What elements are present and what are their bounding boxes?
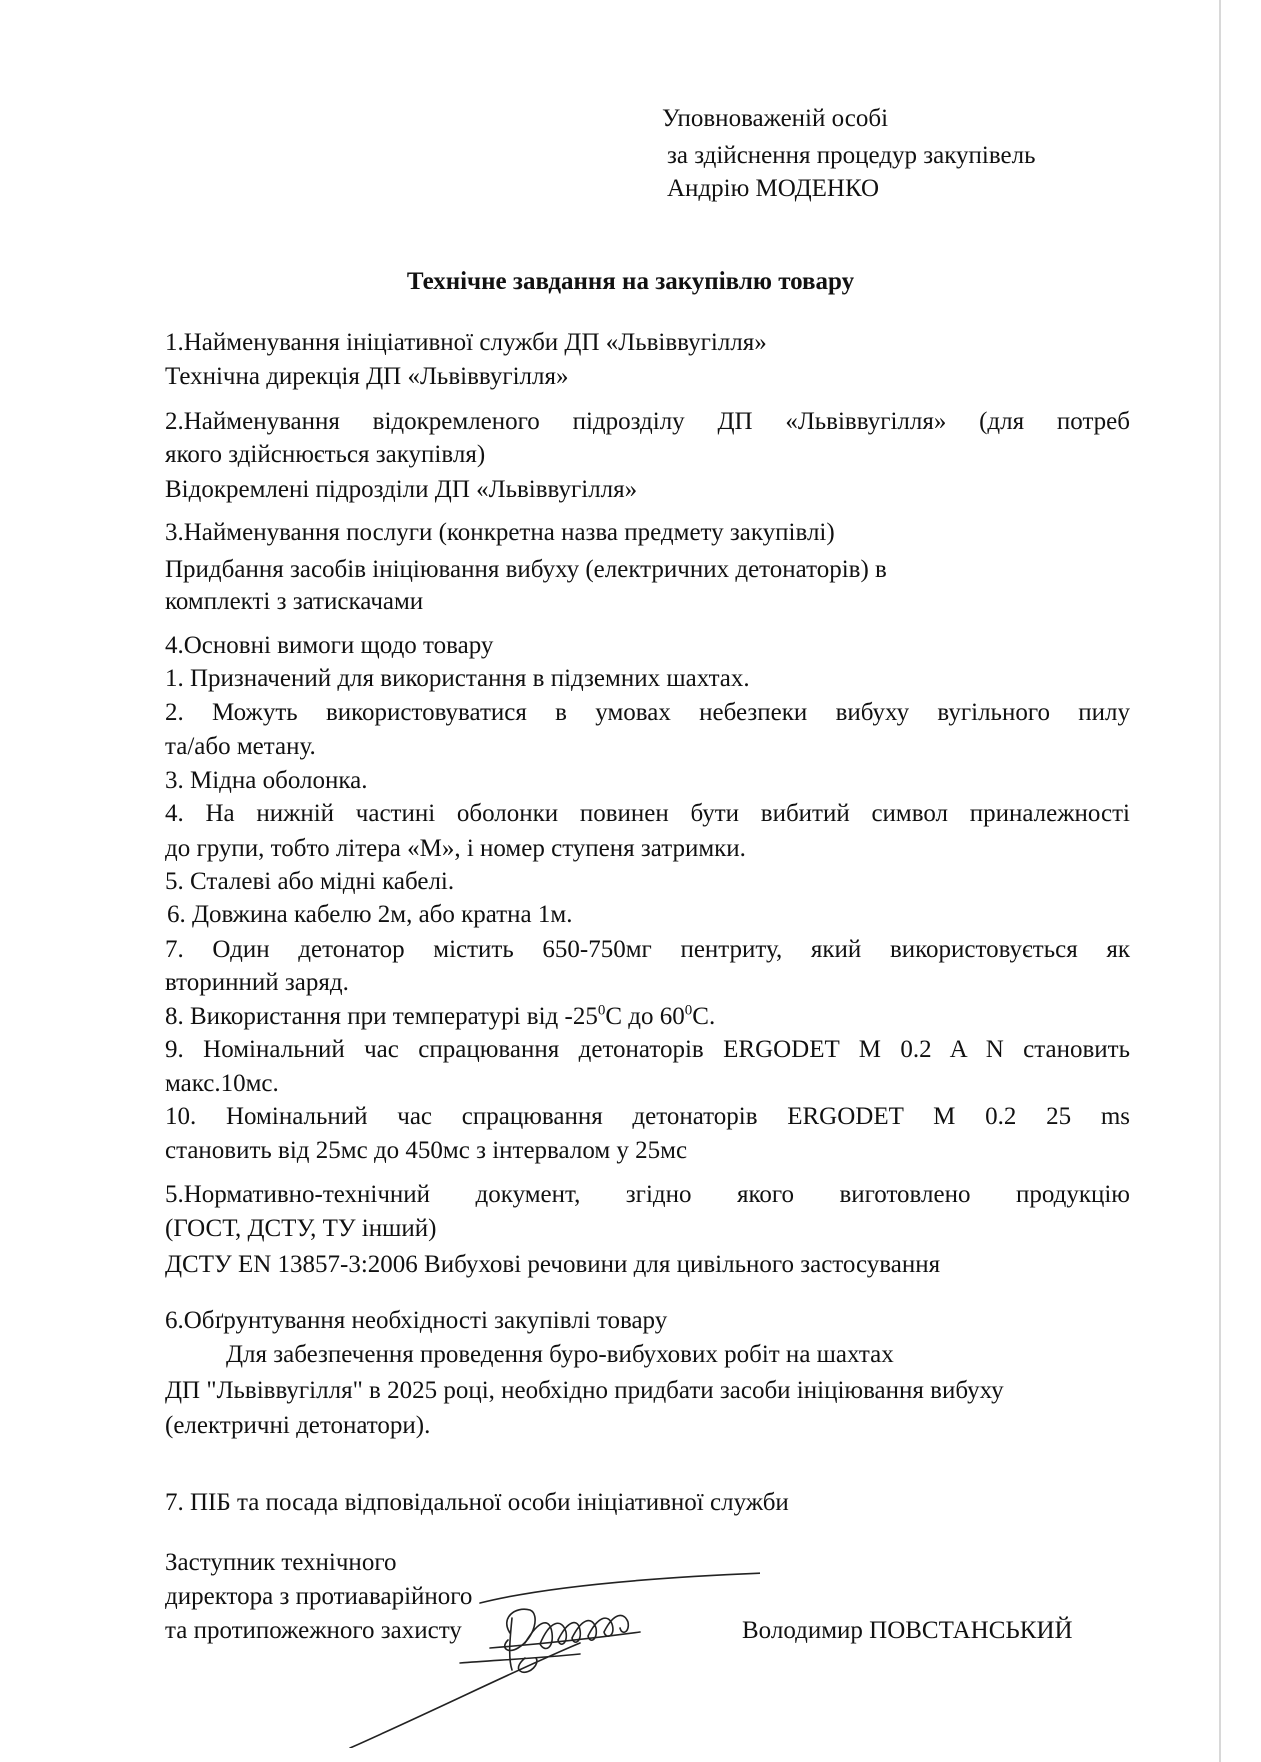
- requirement-7-line-1: 7. Один детонатор містить 650-750мг пентриту, який використовується як: [165, 936, 1130, 963]
- section2-value: Відокремлені підрозділи ДП «Львіввугілля»: [165, 476, 638, 503]
- degree-superscript: 0: [597, 1002, 606, 1019]
- requirement-2-line-2: та/або метану.: [165, 733, 316, 760]
- section4-heading: 4.Основні вимоги щодо товару: [165, 632, 494, 659]
- document-title: Технічне завдання на закупівлю товару: [406, 268, 855, 295]
- requirement-6: 6. Довжина кабелю 2м, або кратна 1м.: [167, 901, 573, 928]
- section6-value-line-2: ДП "Львіввугілля" в 2025 році, необхідно придбати засоби ініціювання вибуху: [165, 1377, 1004, 1404]
- signatory-position-line-2: директора з протиаварійного: [165, 1583, 473, 1610]
- signatory-name: Володимир ПОВСТАНСЬКИЙ: [742, 1617, 1073, 1644]
- degree-superscript: 0: [684, 1002, 693, 1019]
- section1-value: Технічна дирекція ДП «Львіввугілля»: [165, 363, 569, 390]
- section2-heading-line-1: 2.Найменування відокремленого підрозділу ДП «Львіввугілля» (для потреб: [165, 408, 1130, 435]
- requirement-10-line-2: становить від 25мс до 450мс з інтервалом у 25мс: [165, 1137, 688, 1164]
- signatory-position-line-1: Заступник технічного: [165, 1549, 397, 1576]
- requirement-1: 1. Призначений для використання в підземних шахтах.: [165, 665, 750, 692]
- requirement-3: 3. Мідна оболонка.: [165, 767, 368, 794]
- requirement-9-line-1: 9. Номінальний час спрацювання детонаторів ERGODET M 0.2 A N становить: [165, 1036, 1130, 1063]
- requirement-5: 5. Сталеві або мідні кабелі.: [165, 868, 455, 895]
- addressee-line-3: Андрію МОДЕНКО: [667, 175, 880, 202]
- section6-heading: 6.Обґрунтування необхідності закупівлі товару: [165, 1307, 668, 1334]
- requirement-4-line-2: до групи, тобто літера «М», і номер ступеня затримки.: [165, 835, 746, 862]
- requirement-8-part-2: С до 60: [605, 1003, 685, 1030]
- section3-value-line-2: комплекті з затискачами: [165, 588, 424, 615]
- requirement-2-line-1: 2. Можуть використовуватися в умовах небезпеки вибуху вугільного пилу: [165, 699, 1130, 726]
- signatory-position-line-3: та протипожежного захисту: [165, 1617, 462, 1644]
- handwritten-signature: [340, 1548, 760, 1748]
- requirement-8-part-3: С.: [692, 1003, 716, 1030]
- section2-heading-line-2: якого здійснюється закупівля): [165, 441, 486, 468]
- scan-edge-line: [1219, 0, 1221, 1762]
- requirement-8: [165, 1002, 715, 1032]
- section5-heading-line-1: 5.Нормативно-технічний документ, згідно якого виготовлено продукцію: [165, 1181, 1130, 1208]
- section1-heading: 1.Найменування ініціативної служби ДП «Львіввугілля»: [165, 329, 767, 356]
- requirement-4-line-1: 4. На нижній частині оболонки повинен бути вибитий символ приналежності: [165, 800, 1130, 827]
- section6-value-line-1: Для забезпечення проведення буро-вибухових робіт на шахтах: [226, 1341, 894, 1368]
- requirement-9-line-2: макс.10мс.: [165, 1070, 279, 1097]
- requirement-7-line-2: вторинний заряд.: [165, 969, 349, 996]
- addressee-line-1: Уповноваженій особі: [662, 105, 889, 132]
- section5-heading-line-2: (ГОСТ, ДСТУ, ТУ інший): [165, 1215, 437, 1242]
- addressee-line-2: за здійснення процедур закупівель: [667, 142, 1036, 169]
- section3-heading: 3.Найменування послуги (конкретна назва предмету закупівлі): [165, 519, 835, 546]
- section6-value-line-3: (електричні детонатори).: [165, 1412, 431, 1439]
- section7-heading: 7. ПІБ та посада відповідальної особи ініціативної служби: [165, 1489, 789, 1516]
- section5-value: ДСТУ EN 13857-3:2006 Вибухові речовини для цивільного застосування: [165, 1251, 941, 1278]
- section3-value-line-1: Придбання засобів ініціювання вибуху (електричних детонаторів) в: [165, 556, 887, 583]
- requirement-10-line-1: 10. Номінальний час спрацювання детонаторів ERGODET M 0.2 25 ms: [165, 1103, 1130, 1130]
- requirement-8-part-1: 8. Використання при температурі від -25: [165, 1003, 598, 1030]
